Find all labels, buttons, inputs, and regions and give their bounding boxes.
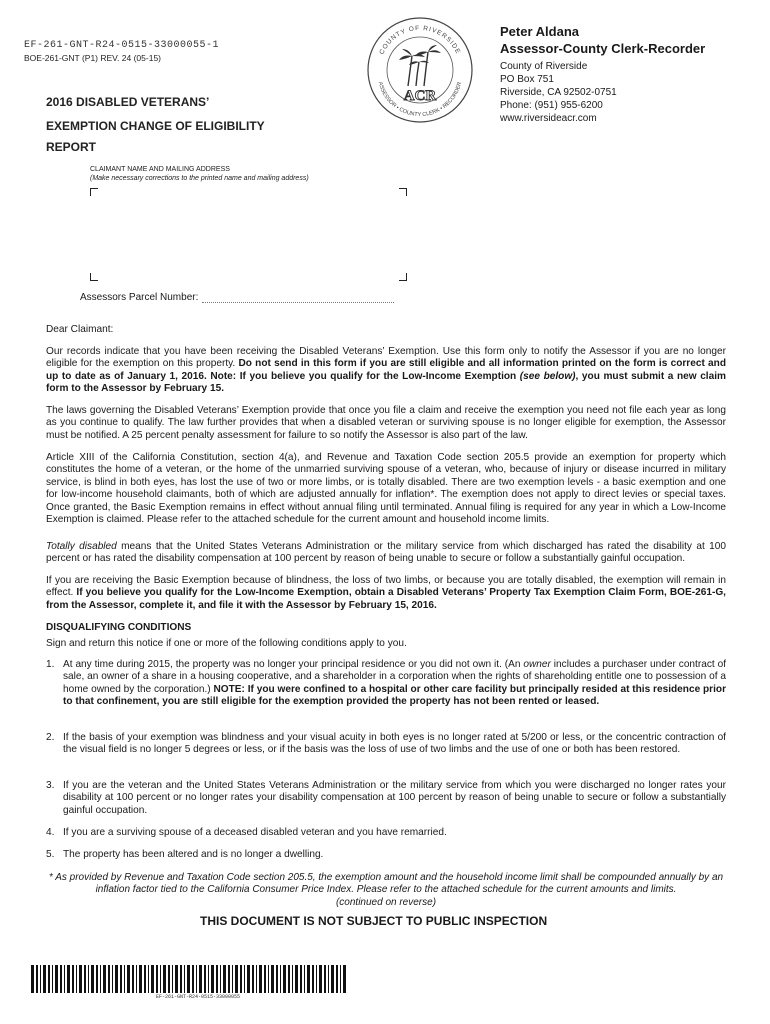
barcode-bar xyxy=(79,965,82,993)
barcode-bar xyxy=(36,965,38,993)
barcode-bar xyxy=(120,965,122,993)
greeting: Dear Claimant: xyxy=(46,324,114,335)
condition-text: If the basis of your exemption was blindness and your visual acuity in both eyes is no longer rated at 5/200 or less, or the concentric contraction of the visual field is no longer 5 degrees or less, or if the basis was the loss of use of two limbs and the use of one or both has been restored. xyxy=(63,732,726,756)
barcode-bar xyxy=(151,965,154,993)
parcel-number-label: Assessors Parcel Number: xyxy=(80,292,199,303)
assessor-city: Riverside, CA 92502-0751 xyxy=(500,87,617,98)
barcode-bar xyxy=(211,965,214,993)
barcode-bar xyxy=(60,965,62,993)
condition-term: owner xyxy=(523,659,551,670)
barcode-bar xyxy=(283,965,286,993)
barcode-bar xyxy=(127,965,130,993)
barcode-bar xyxy=(156,965,158,993)
condition-text: At any time during 2015, the property was no longer your principal residence or you did not own it. (An xyxy=(63,659,524,670)
assessor-phone: Phone: (951) 955-6200 xyxy=(500,100,603,111)
barcode-bar xyxy=(208,965,209,993)
seal-text-top: COUNTY OF RIVERSIDE xyxy=(378,24,462,56)
paragraph-4 xyxy=(46,541,726,566)
assessor-website[interactable]: www.riversideacr.com xyxy=(500,113,597,124)
barcode-bar xyxy=(235,965,238,993)
barcode-bar xyxy=(276,965,278,993)
paragraph-1-text: Our records indicate that you have been receiving the Disabled Veterans’ Exemption. Use this form only to notify the Assessor if you are no longer eligible for the exemption on this property. xyxy=(46,346,726,370)
condition-4 xyxy=(46,827,726,839)
barcode-bar xyxy=(64,965,65,993)
condition-number: 3. xyxy=(46,780,55,791)
barcode-bar xyxy=(67,965,70,993)
barcode-bar xyxy=(192,965,194,993)
form-code: EF-261-GNT-R24-0515-33000055-1 xyxy=(24,40,220,51)
barcode-bar xyxy=(271,965,274,993)
seal-text-bottom: ASSESSOR • COUNTY CLERK • RECORDER xyxy=(376,81,464,119)
footnote-text: * As provided by Revenue and Taxation Code section 205.5, the exemption amount and the household income limit shall be compounded annually by an inflation factor tied to the California Consumer Price Index. Please refer to the attached schedule for the current amounts and limits. xyxy=(48,872,724,896)
paragraph-5 xyxy=(46,575,726,612)
claimant-sublabel-text: (Make necessary corrections to the printed name and mailing address) xyxy=(90,174,309,182)
barcode-bar xyxy=(40,965,41,993)
barcode-number: EF-261-GNT-R24-0515-33000055 xyxy=(156,994,241,1000)
barcode-bar xyxy=(136,965,137,993)
barcode-bar xyxy=(316,965,317,993)
barcode-bar xyxy=(168,965,170,993)
county-seal-logo xyxy=(366,16,474,124)
barcode-bar xyxy=(163,965,166,993)
barcode-bar xyxy=(343,965,346,993)
not-public-notice: THIS DOCUMENT IS NOT SUBJECT TO PUBLIC INSPECTION xyxy=(200,914,548,928)
barcode-bar xyxy=(247,965,250,993)
paragraph-2: The laws governing the Disabled Veterans’ Exemption provide that once you file a claim and receive the exemption you need not file each year as long as you continue to qualify. The law further provides that when a disabled veteran or surviving spouse is no longer eligible for exemption, the Assessor must be notified. A 25 percent penalty assessment for failure to so notify the Assessor is also part of the law. xyxy=(46,405,726,441)
parcel-number-field[interactable] xyxy=(202,292,394,303)
continued-on-reverse: (continued on reverse) xyxy=(335,896,437,908)
barcode-bar xyxy=(256,965,257,993)
paragraph-1-see-below: (see below) xyxy=(519,370,576,382)
barcode-bar xyxy=(304,965,305,993)
paragraph-1-bold: Do not send in this form if you are still eligible and all information printed on the form is correct and up to date as of January 1, 2016. Note: If you believe you qualify for the Low-Income Exemption xyxy=(46,358,726,382)
condition-5 xyxy=(46,849,726,861)
condition-number: 4. xyxy=(46,827,55,838)
barcode-bar xyxy=(328,965,329,993)
barcode-bar xyxy=(112,965,113,993)
barcode-bar xyxy=(31,965,34,993)
barcode-bar xyxy=(331,965,334,993)
paragraph-1-bold-end: , you must submit a new claim form to the Assessor by February 15. xyxy=(46,370,727,395)
barcode-bar xyxy=(295,965,298,993)
barcode-bar xyxy=(324,965,326,993)
barcode-bar xyxy=(292,965,293,993)
barcode-bar xyxy=(307,965,310,993)
condition-text: If you are a surviving spouse of a deceased disabled veteran and you have remarried. xyxy=(63,827,447,838)
condition-text: The property has been altered and is no longer a dwelling. xyxy=(63,849,324,860)
address-window-corner-bl xyxy=(90,273,98,281)
assessor-title: Assessor-County Clerk-Recorder xyxy=(500,41,706,56)
barcode-bar xyxy=(252,965,254,993)
document-title-line-2: EXEMPTION CHANGE OF ELIGIBILITY xyxy=(46,119,265,133)
paragraph-5-text: If you are receiving the Basic Exemption because of blindness, the loss of two limbs, or because you are totally disabled, the exemption will remain in effect. xyxy=(46,575,726,599)
barcode-bar xyxy=(132,965,134,993)
disqualifying-heading: DISQUALIFYING CONDITIONS xyxy=(46,622,192,633)
barcode-bar xyxy=(91,965,94,993)
form-revision: BOE-261-GNT (P1) REV. 24 (05-15) xyxy=(24,53,162,63)
address-window-corner-tr xyxy=(399,188,407,196)
barcode-bar xyxy=(72,965,74,993)
address-window-corner-br xyxy=(399,273,407,281)
condition-number: 2. xyxy=(46,732,55,743)
barcode-bar xyxy=(288,965,290,993)
address-window-corner-tl xyxy=(90,188,98,196)
barcode-bar xyxy=(115,965,118,993)
condition-1 xyxy=(46,659,726,709)
barcode-bar xyxy=(228,965,230,993)
barcode-bar xyxy=(144,965,146,993)
barcode-bar xyxy=(48,965,50,993)
condition-number: 1. xyxy=(46,659,55,670)
paragraph-3: Article XIII of the California Constitution, section 4(a), and Revenue and Taxation Code section 205.5 provide an exemption for property which constitutes the home of a veteran, or the home of the unmarried surviving spouse of a veteran, who, because of injury or disease incurred in military service, is blind in both eyes, has lost the use of two or more limbs, or is totally disabled. There are two exemption levels - a basic exemption and one for low-income household claimants, both of which are adjusted annually for inflation*. The exemption does not apply to direct levies or special taxes. Once granted, the Basic Exemption remains in effect without annual filing until terminated. Annual filing is required for any year in which a Low-Income Exemption is claimed. Please refer to the attached schedule for the current amount and household income limits. xyxy=(46,452,726,526)
disqualifying-intro: Sign and return this notice if one or more of the following conditions apply to you. xyxy=(46,638,407,649)
document-title-line-1: 2016 DISABLED VETERANS’ xyxy=(46,95,210,109)
barcode-bar xyxy=(84,965,86,993)
svg-text:COUNTY OF RIVERSIDE xyxy=(378,25,461,56)
barcode-bar xyxy=(319,965,322,993)
parcel-number-row xyxy=(80,292,394,303)
assessor-county: County of Riverside xyxy=(500,61,588,72)
condition-note: NOTE: If you were confined to a hospital or other care facility but principally resided at this residence prior to that confinement, you are still eligible for the exemption provided the property has not been rented or leased. xyxy=(63,683,727,708)
barcode-bar xyxy=(108,965,110,993)
barcode-bar xyxy=(232,965,233,993)
paragraph-4-term: Totally disabled xyxy=(46,541,117,552)
assessor-po-box: PO Box 751 xyxy=(500,74,554,85)
paragraph-4-text: means that the United States Veterans Administration or the military service from which discharged has rated the disability at 100 percent or has rated the disability compensation at 100 percent by reason of being unable to secure or follow a substantially gainful occupation. xyxy=(46,541,726,565)
barcode-bar xyxy=(88,965,89,993)
barcode-bar xyxy=(124,965,125,993)
barcode-bar xyxy=(336,965,338,993)
barcode-bar xyxy=(259,965,262,993)
barcode-bar xyxy=(139,965,142,993)
barcode-bar xyxy=(184,965,185,993)
barcode-bar xyxy=(196,965,197,993)
condition-number: 5. xyxy=(46,849,55,860)
barcode-bar xyxy=(280,965,281,993)
barcode-bar xyxy=(312,965,314,993)
barcode-bar xyxy=(103,965,106,993)
barcode-bar xyxy=(340,965,341,993)
condition-2 xyxy=(46,732,726,757)
barcode-bar xyxy=(100,965,101,993)
barcode-bar xyxy=(76,965,77,993)
barcode-bar xyxy=(180,965,182,993)
claimant-label-text: CLAIMANT NAME AND MAILING ADDRESS xyxy=(90,166,230,173)
seal-letters: ACR xyxy=(403,88,437,104)
document-title-line-3: REPORT xyxy=(46,140,97,154)
barcode-bar xyxy=(55,965,58,993)
barcode-bar xyxy=(264,965,266,993)
barcode-bar xyxy=(148,965,149,993)
barcode-bar xyxy=(172,965,173,993)
barcode-bar xyxy=(43,965,46,993)
barcode-bar xyxy=(300,965,302,993)
barcode-bar xyxy=(244,965,245,993)
barcode-bar xyxy=(204,965,206,993)
barcode-bar xyxy=(96,965,98,993)
barcode-bar xyxy=(160,965,161,993)
paragraph-1 xyxy=(46,346,726,396)
barcode-bar xyxy=(240,965,242,993)
barcode-bar xyxy=(223,965,226,993)
barcode-bar xyxy=(187,965,190,993)
inflation-footnote xyxy=(46,872,726,909)
condition-text: If you are the veteran and the United States Veterans Administration or the military service from which you were discharged no longer rates your disability at 100 percent or no longer rates your disability compensation at 100 percent by reason of being unable to secure or follow a substantially gainful occupation. xyxy=(63,780,726,816)
barcode-bar xyxy=(220,965,221,993)
barcode-bar xyxy=(268,965,269,993)
paragraph-5-bold: If you believe you qualify for the Low-Income Exemption, obtain a Disabled Veterans’ Property Tax Exemption Claim Form, BOE-261-G, from the Assessor, complete it, and file it with the Assessor by February 15, 2016. xyxy=(46,587,726,611)
barcode xyxy=(31,965,349,993)
assessor-name: Peter Aldana xyxy=(500,24,579,39)
claimant-address-label xyxy=(90,166,390,183)
barcode-bar xyxy=(52,965,53,993)
condition-text-cont: includes a purchaser under contract of sale, an owner of a share in a housing cooperative, and a shareholder in a corporation when the rights of shareholding entitle one to possession of a home owned by the corporation.) xyxy=(63,659,727,695)
barcode-bar xyxy=(175,965,178,993)
assessor-contact-block xyxy=(500,24,760,125)
barcode-bar xyxy=(199,965,202,993)
condition-3 xyxy=(46,780,726,817)
barcode-bar xyxy=(216,965,218,993)
